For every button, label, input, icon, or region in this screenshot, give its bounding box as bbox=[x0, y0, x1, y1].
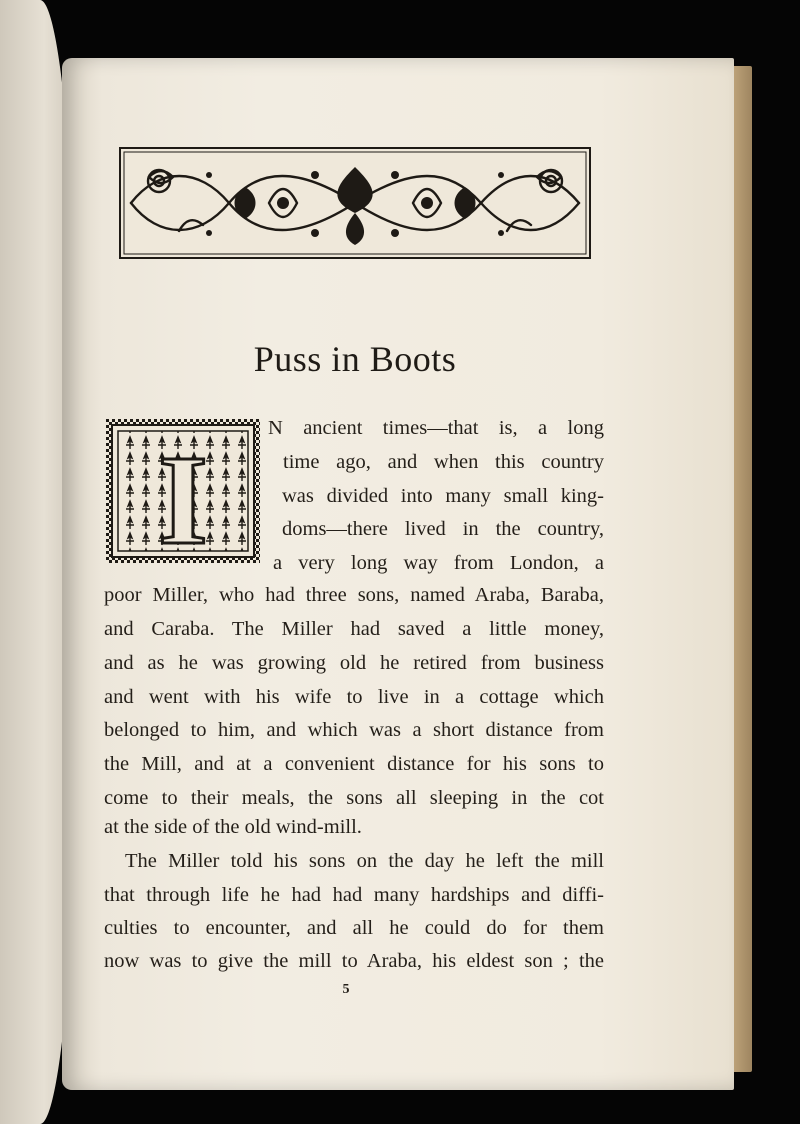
text-line: and as he was growing old he retired from business bbox=[104, 652, 604, 674]
text-line: now was to give the mill to Araba, his eldest son ; the bbox=[104, 950, 604, 972]
text-line: and went with his wife to live in a cottage which bbox=[104, 686, 604, 708]
text-line: and Caraba. The Miller had saved a little money, bbox=[104, 618, 604, 640]
text-line: at the side of the old wind-mill. bbox=[104, 816, 362, 838]
drop-cap-letter: I bbox=[158, 429, 208, 563]
text-line: a very long way from London, a bbox=[273, 552, 604, 574]
text-line: culties to encounter, and all he could do for them bbox=[104, 917, 604, 939]
ornamental-headpiece bbox=[119, 147, 591, 259]
text-line: the Mill, and at a convenient distance for his sons to bbox=[104, 753, 604, 775]
page-number: 5 bbox=[342, 982, 350, 997]
text-line: that through life he had had many hardships and diffi- bbox=[104, 884, 604, 906]
chapter-title: Puss in Boots bbox=[253, 339, 457, 379]
text-line: time ago, and when this country bbox=[283, 451, 604, 473]
text-line: N ancient times—that is, a long bbox=[268, 417, 604, 439]
text-line: was divided into many small king- bbox=[282, 485, 604, 507]
drop-cap-initial bbox=[106, 419, 260, 563]
text-line: belonged to him, and which was a short distance from bbox=[104, 719, 604, 741]
text-line: The Miller told his sons on the day he left the mill bbox=[125, 850, 604, 872]
text-line: poor Miller, who had three sons, named Araba, Baraba, bbox=[104, 584, 604, 606]
text-line: come to their meals, the sons all sleeping in the cot bbox=[104, 787, 604, 809]
text-line: doms—there lived in the country, bbox=[282, 518, 604, 540]
